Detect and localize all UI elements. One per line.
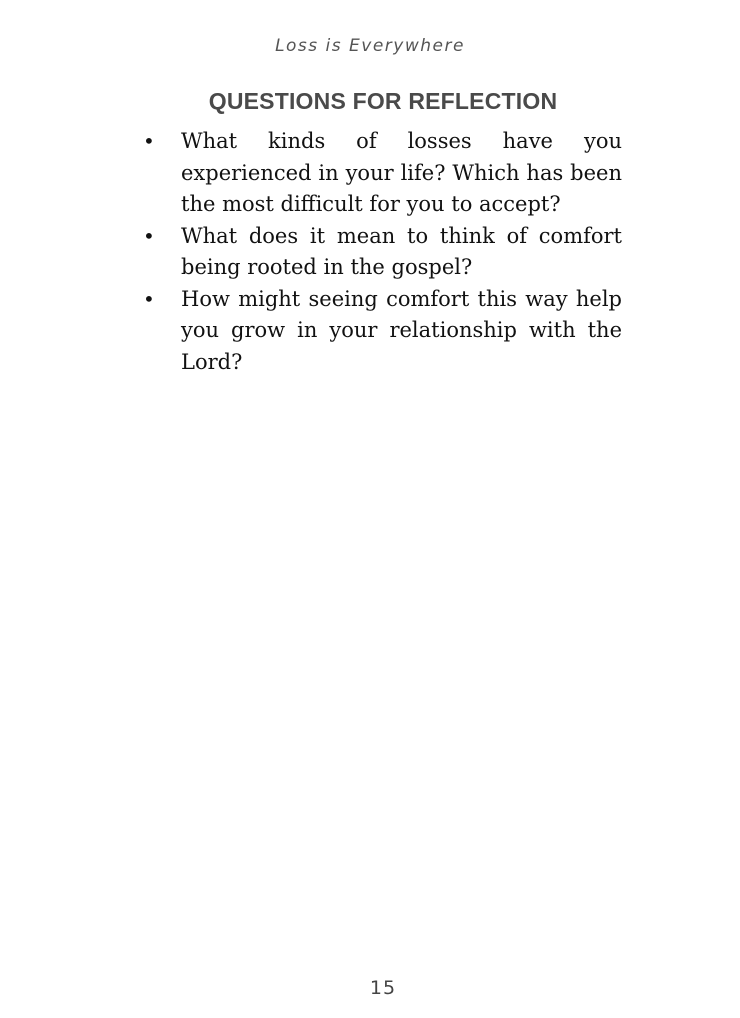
- question-item: [140, 221, 622, 284]
- bullet-icon: •: [143, 223, 155, 248]
- question-item: [140, 284, 622, 379]
- bullet-icon: •: [143, 286, 155, 311]
- question-text: What kinds of losses have you experienced in your life? Which has been the most difficult for you to accept?: [181, 129, 622, 216]
- question-item: [140, 126, 622, 221]
- running-header: Loss is Everywhere: [275, 36, 465, 56]
- bullet-icon: •: [143, 129, 155, 153]
- section-heading: QUESTIONS FOR REFLECTION: [208, 88, 558, 114]
- question-text: What does it mean to think of comfort being rooted in the gospel?: [181, 223, 622, 279]
- question-text: How might seeing comfort this way help you grow in your relationship with the Lord?: [181, 286, 622, 374]
- page-number: 15: [369, 977, 397, 999]
- question-list: [140, 126, 622, 378]
